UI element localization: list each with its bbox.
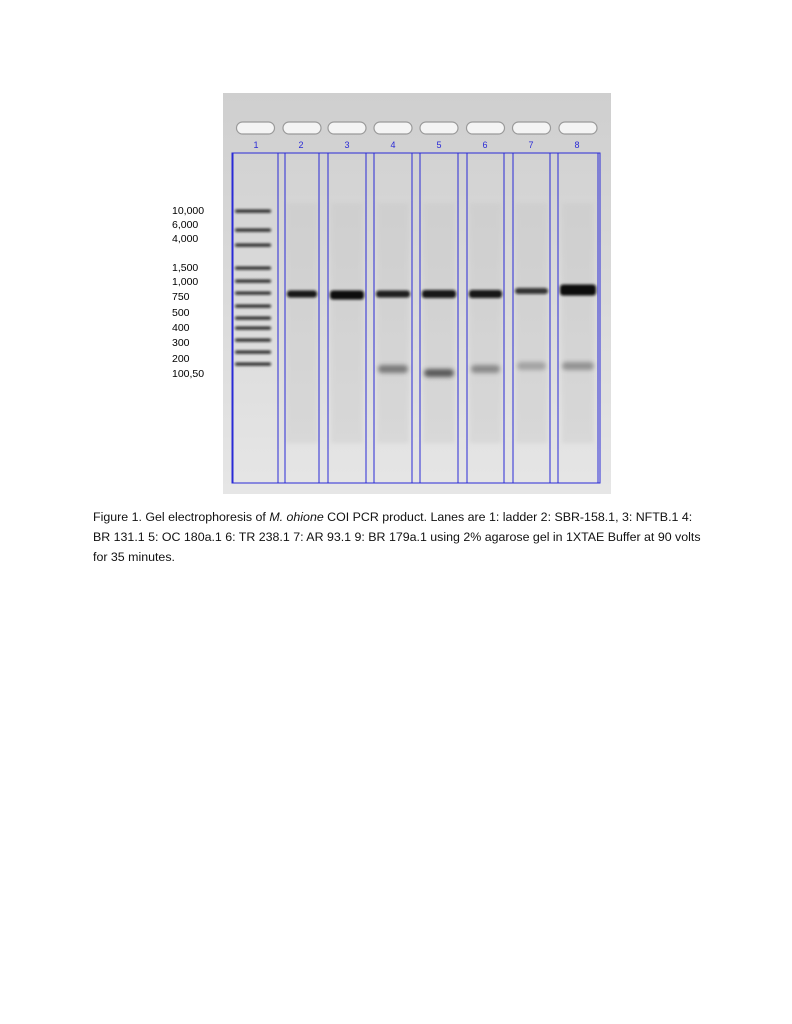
band-main-lane-5: [422, 290, 456, 298]
ladder-label-100-50: 100,50: [172, 368, 205, 380]
ladder-label-500: 500: [172, 307, 190, 319]
lane-number-7: 7: [528, 140, 534, 150]
band-main-lane-7: [515, 288, 548, 294]
ladder-label-300: 300: [172, 337, 190, 349]
well-6: [467, 122, 505, 134]
band-main-lane-8: [560, 285, 596, 296]
ladder-label-6000: 6,000: [172, 219, 199, 231]
ladder-band-9: [235, 327, 271, 330]
ladder-label-10000: 10,000: [172, 205, 205, 217]
smear-lane-5: [423, 203, 455, 443]
ladder-label-4000: 4,000: [172, 233, 199, 245]
lane-number-1: 1: [253, 140, 259, 150]
smear-lane-2: [286, 203, 318, 443]
band-low-lane-6: [471, 365, 500, 373]
lane-number-3: 3: [344, 140, 350, 150]
smear-lane-7: [516, 203, 548, 443]
ladder-band-12: [235, 363, 271, 366]
well-3: [328, 122, 366, 134]
lane-number-6: 6: [482, 140, 488, 150]
ladder-label-1000: 1,000: [172, 276, 199, 288]
smear-lane-3: [331, 203, 363, 443]
ladder-band-2: [235, 229, 271, 232]
well-8: [559, 122, 597, 134]
well-5: [420, 122, 458, 134]
ladder-band-3: [235, 244, 271, 247]
ladder-band-1: [235, 210, 271, 213]
well-2: [283, 122, 321, 134]
ladder-size-labels: [162, 0, 222, 520]
ladder-band-5: [235, 280, 271, 283]
ladder-band-7: [235, 305, 271, 308]
well-4: [374, 122, 412, 134]
ladder-band-10: [235, 339, 271, 342]
band-main-lane-2: [287, 291, 317, 298]
lane-number-5: 5: [436, 140, 442, 150]
gel-electrophoresis-image: [223, 93, 611, 494]
ladder-band-6: [235, 292, 271, 295]
caption-suffix: COI PCR product. Lanes are 1: ladder 2: SBR-158.1, 3: NFTB.1 4: BR 131.1 5: OC 180a.1 6: TR 238.1 7: AR 93.1 9: BR 179a.1 using 2% agarose gel in 1XTAE Buffer at 90 volts for 35 minutes.: [93, 510, 701, 564]
ladder-label-200: 200: [172, 353, 190, 365]
band-main-lane-4: [376, 291, 410, 298]
well-1: [237, 122, 275, 134]
ladder-band-8: [235, 317, 271, 320]
smear-lane-4: [377, 203, 409, 443]
lane-number-4: 4: [390, 140, 396, 150]
ladder-label-750: 750: [172, 291, 190, 303]
lane-number-8: 8: [574, 140, 580, 150]
band-low-lane-7: [517, 362, 546, 370]
ladder-label-1500: 1,500: [172, 262, 199, 274]
band-low-lane-8: [562, 362, 594, 370]
lane-number-2: 2: [298, 140, 304, 150]
caption-prefix: Figure 1. Gel electrophoresis of: [93, 510, 270, 524]
well-7: [513, 122, 551, 134]
band-main-lane-3: [330, 291, 364, 300]
gel-image: [223, 93, 611, 494]
ladder-band-4: [235, 267, 271, 270]
ladder-label-400: 400: [172, 322, 190, 334]
caption-species: M. ohione: [269, 510, 324, 524]
smear-lane-8: [562, 203, 594, 443]
band-low-lane-4: [378, 365, 408, 373]
ladder-band-11: [235, 351, 271, 354]
band-main-lane-6: [469, 290, 502, 298]
figure-caption: [93, 507, 703, 567]
smear-lane-6: [470, 203, 502, 443]
band-low-lane-5: [424, 369, 454, 377]
